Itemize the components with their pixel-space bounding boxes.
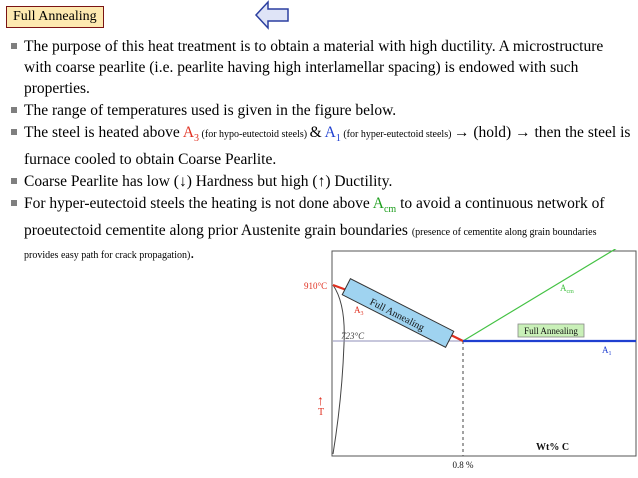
bullet-square-icon bbox=[11, 129, 17, 135]
temperature-arrow-icon: ↑ bbox=[317, 394, 324, 409]
band-right-label: Full Annealing bbox=[524, 326, 578, 336]
a1-term: $A_1$ bbox=[324, 124, 341, 145]
hyper-note: (for hyper-eutectoid steels) bbox=[340, 129, 454, 140]
label-723: 723°C bbox=[341, 331, 365, 341]
bullet-text: The steel is heated above bbox=[24, 124, 183, 141]
eutectoid-label: 0.8 % bbox=[452, 460, 474, 470]
bullet-square-icon bbox=[11, 178, 17, 184]
back-arrow-icon[interactable] bbox=[254, 0, 290, 30]
acm-term: $A_{cm}$ bbox=[372, 195, 397, 216]
hypo-note: (for hypo-eutectoid steels) bbox=[199, 129, 310, 140]
band-left-label: Full Annealing bbox=[367, 296, 426, 334]
bullet-heating: The steel is heated above $A_3$ (for hypo-eutectoid steels) & $A_1$ (for hyper-eutectoid steels) → (hold) → then the steel is furnace cooled to obtain Coarse Pearlite. bbox=[10, 122, 632, 170]
label-910: 910°C bbox=[304, 281, 328, 291]
bullet-text: Coarse Pearlite has low (↓) Hardness but high (↑) Ductility. bbox=[24, 173, 393, 191]
axis-label-t: T bbox=[318, 407, 325, 418]
bullet-temperature-range bbox=[10, 100, 632, 121]
bullet-square-icon bbox=[11, 200, 17, 206]
bullet-square-icon bbox=[11, 43, 17, 49]
bullet-text: The range of temperatures used is given in the figure below. bbox=[24, 102, 397, 119]
label-acm: $A_{cm}$ bbox=[560, 283, 574, 295]
iron-carbon-diagram bbox=[300, 249, 638, 478]
a3-term: $A_3$ bbox=[182, 124, 200, 145]
axis-label-wt-c: Wt% C bbox=[536, 442, 570, 453]
bullet-list bbox=[10, 36, 632, 267]
bullet-hardness bbox=[10, 171, 632, 192]
bullet-purpose bbox=[10, 36, 632, 99]
diagram-frame bbox=[332, 251, 636, 456]
slide-title: Full Annealing bbox=[6, 6, 104, 28]
label-a1: $A_1$ bbox=[602, 345, 612, 357]
bullet-text: The purpose of this heat treatment is to obtain a material with high ductility. A microstructure with coarse pearlite (i.e. pearlite having high interlamellar spacing) is endowed with such properties. bbox=[24, 38, 604, 97]
bullet-square-icon bbox=[11, 107, 17, 113]
label-a3: $A_3$ bbox=[354, 305, 364, 317]
crack-note: (presence of cementite along grain boundaries provides easy path for crack propagation) bbox=[24, 227, 597, 262]
bullet-hyper-eutectoid: For hyper-eutectoid steels the heating is not done above $A_{cm}$ to avoid a continuous network of proeutectoid cementite along prior Austenite grain boundaries (presence of cementite along grain boundaries provides easy path for crack propagation). bbox=[10, 193, 632, 266]
